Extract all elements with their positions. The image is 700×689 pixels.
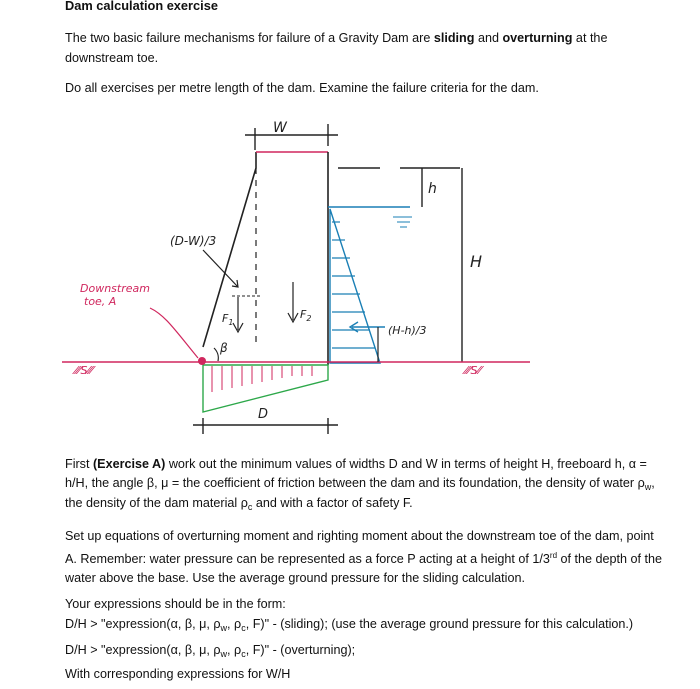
beta-label: β bbox=[220, 341, 228, 355]
closing-line: With corresponding expressions for W/H bbox=[65, 667, 291, 681]
ground-hatch-right: ⁄⁄⁄S⁄⁄ bbox=[465, 364, 482, 377]
f1-label: $F_1$ bbox=[222, 312, 234, 327]
w-label: W bbox=[273, 120, 287, 136]
h-minus-h-label: (H-h)/3 bbox=[388, 324, 427, 337]
toe-pointer-arrow bbox=[150, 308, 198, 358]
toe-a-label: toe, A bbox=[84, 295, 117, 308]
water-pressure-triangle bbox=[330, 209, 380, 363]
equation-sliding: D/H > "expression(α, β, μ, $\rho_w$, $\rho_c$, F)" - (sliding); (use the average ground pressure for this calculation.) bbox=[65, 617, 634, 633]
intro-paragraph: The two basic failure mechanisms for failure of a Gravity Dam are sliding and overturning at the downstream toe. bbox=[65, 31, 608, 65]
form-intro: Your expressions should be in the form: bbox=[65, 597, 286, 611]
downstream-toe-label: Downstream bbox=[80, 282, 150, 295]
point-a-marker bbox=[198, 357, 206, 365]
d-minus-w-label: (D-W)/3 bbox=[170, 234, 217, 248]
equation-overturning: D/H > "expression(α, β, μ, $\rho_w$, $\rho_c$, F)" - (overturning); bbox=[65, 643, 356, 659]
page-title: Dam calculation exercise bbox=[65, 0, 218, 13]
ground-hatch-left: ⁄⁄⁄S⁄⁄⁄ bbox=[75, 364, 94, 377]
h-label: h bbox=[428, 181, 437, 197]
f2-label: $F_2$ bbox=[300, 308, 312, 323]
exercise-a-paragraph: First (Exercise A) work out the minimum values of widths D and W in terms of height H, freeboard h, α = h/H, the angle β, μ = the coefficient of friction between the dam and its foundation, the density of water $\rho_w$, the density of the dam material $\rho_c$ and with a factor of safety F. bbox=[65, 457, 655, 512]
beta-arc bbox=[214, 348, 218, 361]
setup-paragraph: Set up equations of overturning moment and righting moment about the downstream toe of the dam, point A. Remember: water pressure can be represented as a force P acting at a height of 1/3rd of the depth of the water above the base. Use the average ground pressure for the sliding calculation. bbox=[65, 529, 663, 586]
H-label: H bbox=[470, 252, 483, 271]
d-label: D bbox=[258, 407, 269, 422]
instruction-paragraph: Do all exercises per metre length of the dam. Examine the failure criteria for the dam. bbox=[65, 81, 539, 95]
